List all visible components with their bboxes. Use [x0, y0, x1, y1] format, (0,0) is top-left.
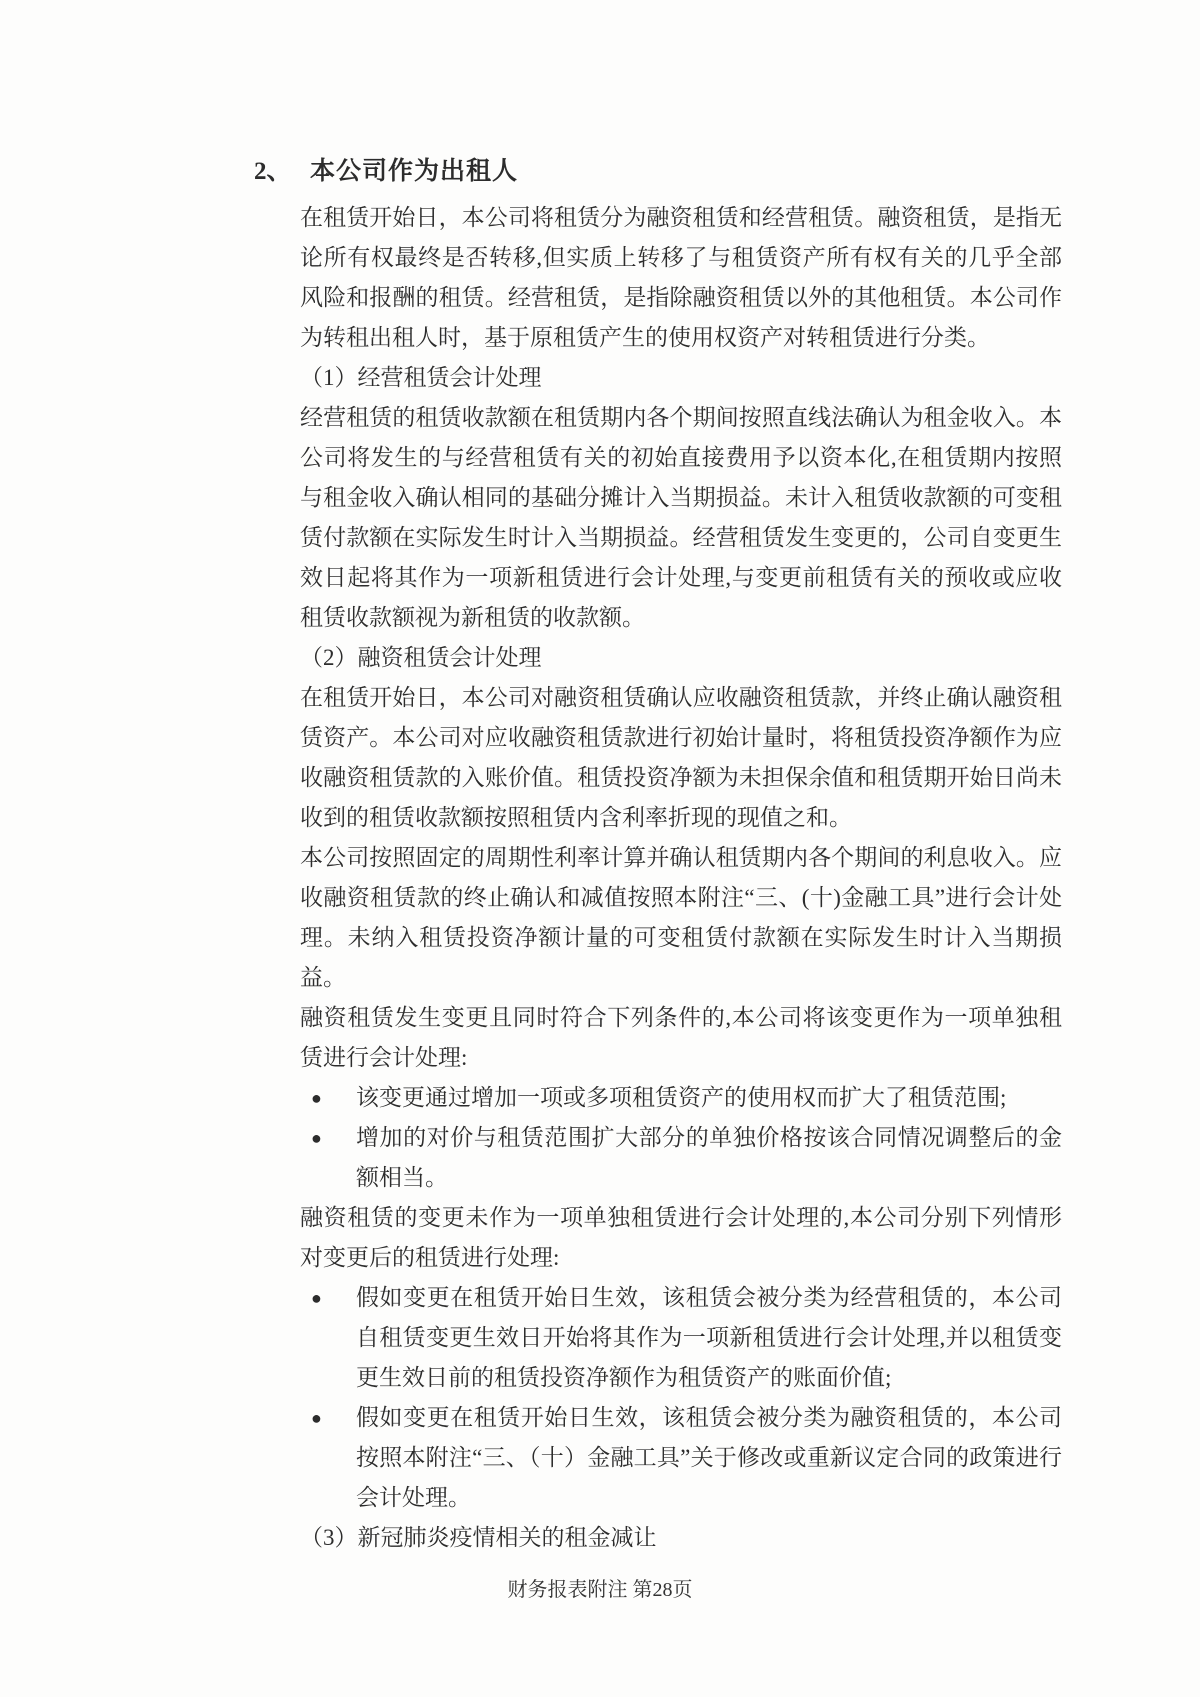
bullet-icon: ●: [311, 1288, 322, 1308]
paragraph-intro: 在租赁开始日，本公司将租赁分为融资租赁和经营租赁。融资租赁，是指无论所有权最终是否转移,但实质上转移了与租赁资产所有权有关的几乎全部风险和报酬的租赁。经营租赁，是指除融资租赁以外的其他租赁。本公司作为转租出租人时，基于原租赁产生的使用权资产对转租赁进行分类。: [300, 205, 1062, 350]
bullet-text: 增加的对价与租赁范围扩大部分的单独价格按该合同情况调整后的金额相当。: [356, 1125, 1062, 1190]
list-item: [300, 1118, 1062, 1198]
section-number: 2、: [254, 158, 292, 185]
paragraph-finance-lease-3: 融资租赁发生变更且同时符合下列条件的,本公司将该变更作为一项单独租赁进行会计处理:: [300, 1005, 1062, 1070]
paragraph-operating-lease: 经营租赁的租赁收款额在租赁期内各个期间按照直线法确认为租金收入。本公司将发生的与经营租赁有关的初始直接费用予以资本化,在租赁期内按照与租金收入确认相同的基础分摊计入当期损益。未计入租赁收款额的可变租赁付款额在实际发生时计入当期损益。经营租赁发生变更的，公司自变更生效日起将其作为一项新租赁进行会计处理,与变更前租赁有关的预收或应收租赁收款额视为新租赁的收款额。: [300, 405, 1062, 630]
bullet-icon: ●: [311, 1128, 322, 1148]
paragraph-finance-lease-1: 在租赁开始日，本公司对融资租赁确认应收融资租赁款，并终止确认融资租赁资产。本公司对应收融资租赁款进行初始计量时，将租赁投资净额作为应收融资租赁款的入账价值。租赁投资净额为未担保余值和租赁期开始日尚未收到的租赁收款额按照租赁内含利率折现的现值之和。: [300, 685, 1062, 830]
page-footer: 财务报表附注 第28页: [507, 1579, 693, 1601]
bullet-icon: ●: [311, 1408, 322, 1428]
subheading-finance-lease: （2）融资租赁会计处理: [300, 645, 542, 670]
bullet-text: 假如变更在租赁开始日生效，该租赁会被分类为经营租赁的，本公司自租赁变更生效日开始将其作为一项新租赁进行会计处理,并以租赁变更生效日前的租赁投资净额作为租赁资产的账面价值;: [356, 1285, 1062, 1390]
paragraph-finance-lease-4: 融资租赁的变更未作为一项单独租赁进行会计处理的,本公司分别下列情形对变更后的租赁进行处理:: [300, 1205, 1062, 1270]
paragraph-finance-lease-2: 本公司按照固定的周期性利率计算并确认租赁期内各个期间的利息收入。应收融资租赁款的终止确认和减值按照本附注“三、(十)金融工具”进行会计处理。未纳入租赁投资净额计量的可变租赁付款额在实际发生时计入当期损益。: [300, 845, 1062, 990]
subheading-operating-lease: （1）经营租赁会计处理: [300, 365, 542, 390]
subheading-covid-rent-concession: （3）新冠肺炎疫情相关的租金减让: [300, 1525, 657, 1550]
section-body: [300, 198, 1062, 1558]
list-item: [300, 1278, 1062, 1398]
bullet-text: 该变更通过增加一项或多项租赁资产的使用权而扩大了租赁范围;: [356, 1085, 1007, 1110]
bullet-text: 假如变更在租赁开始日生效，该租赁会被分类为融资租赁的，本公司按照本附注“三、（十）金融工具”关于修改或重新议定合同的政策进行会计处理。: [356, 1405, 1062, 1510]
bullet-icon: ●: [311, 1088, 322, 1108]
list-item: [300, 1078, 1062, 1118]
list-item: [300, 1398, 1062, 1518]
section-heading: [254, 152, 1062, 192]
section-title: 本公司作为出租人: [310, 158, 519, 185]
